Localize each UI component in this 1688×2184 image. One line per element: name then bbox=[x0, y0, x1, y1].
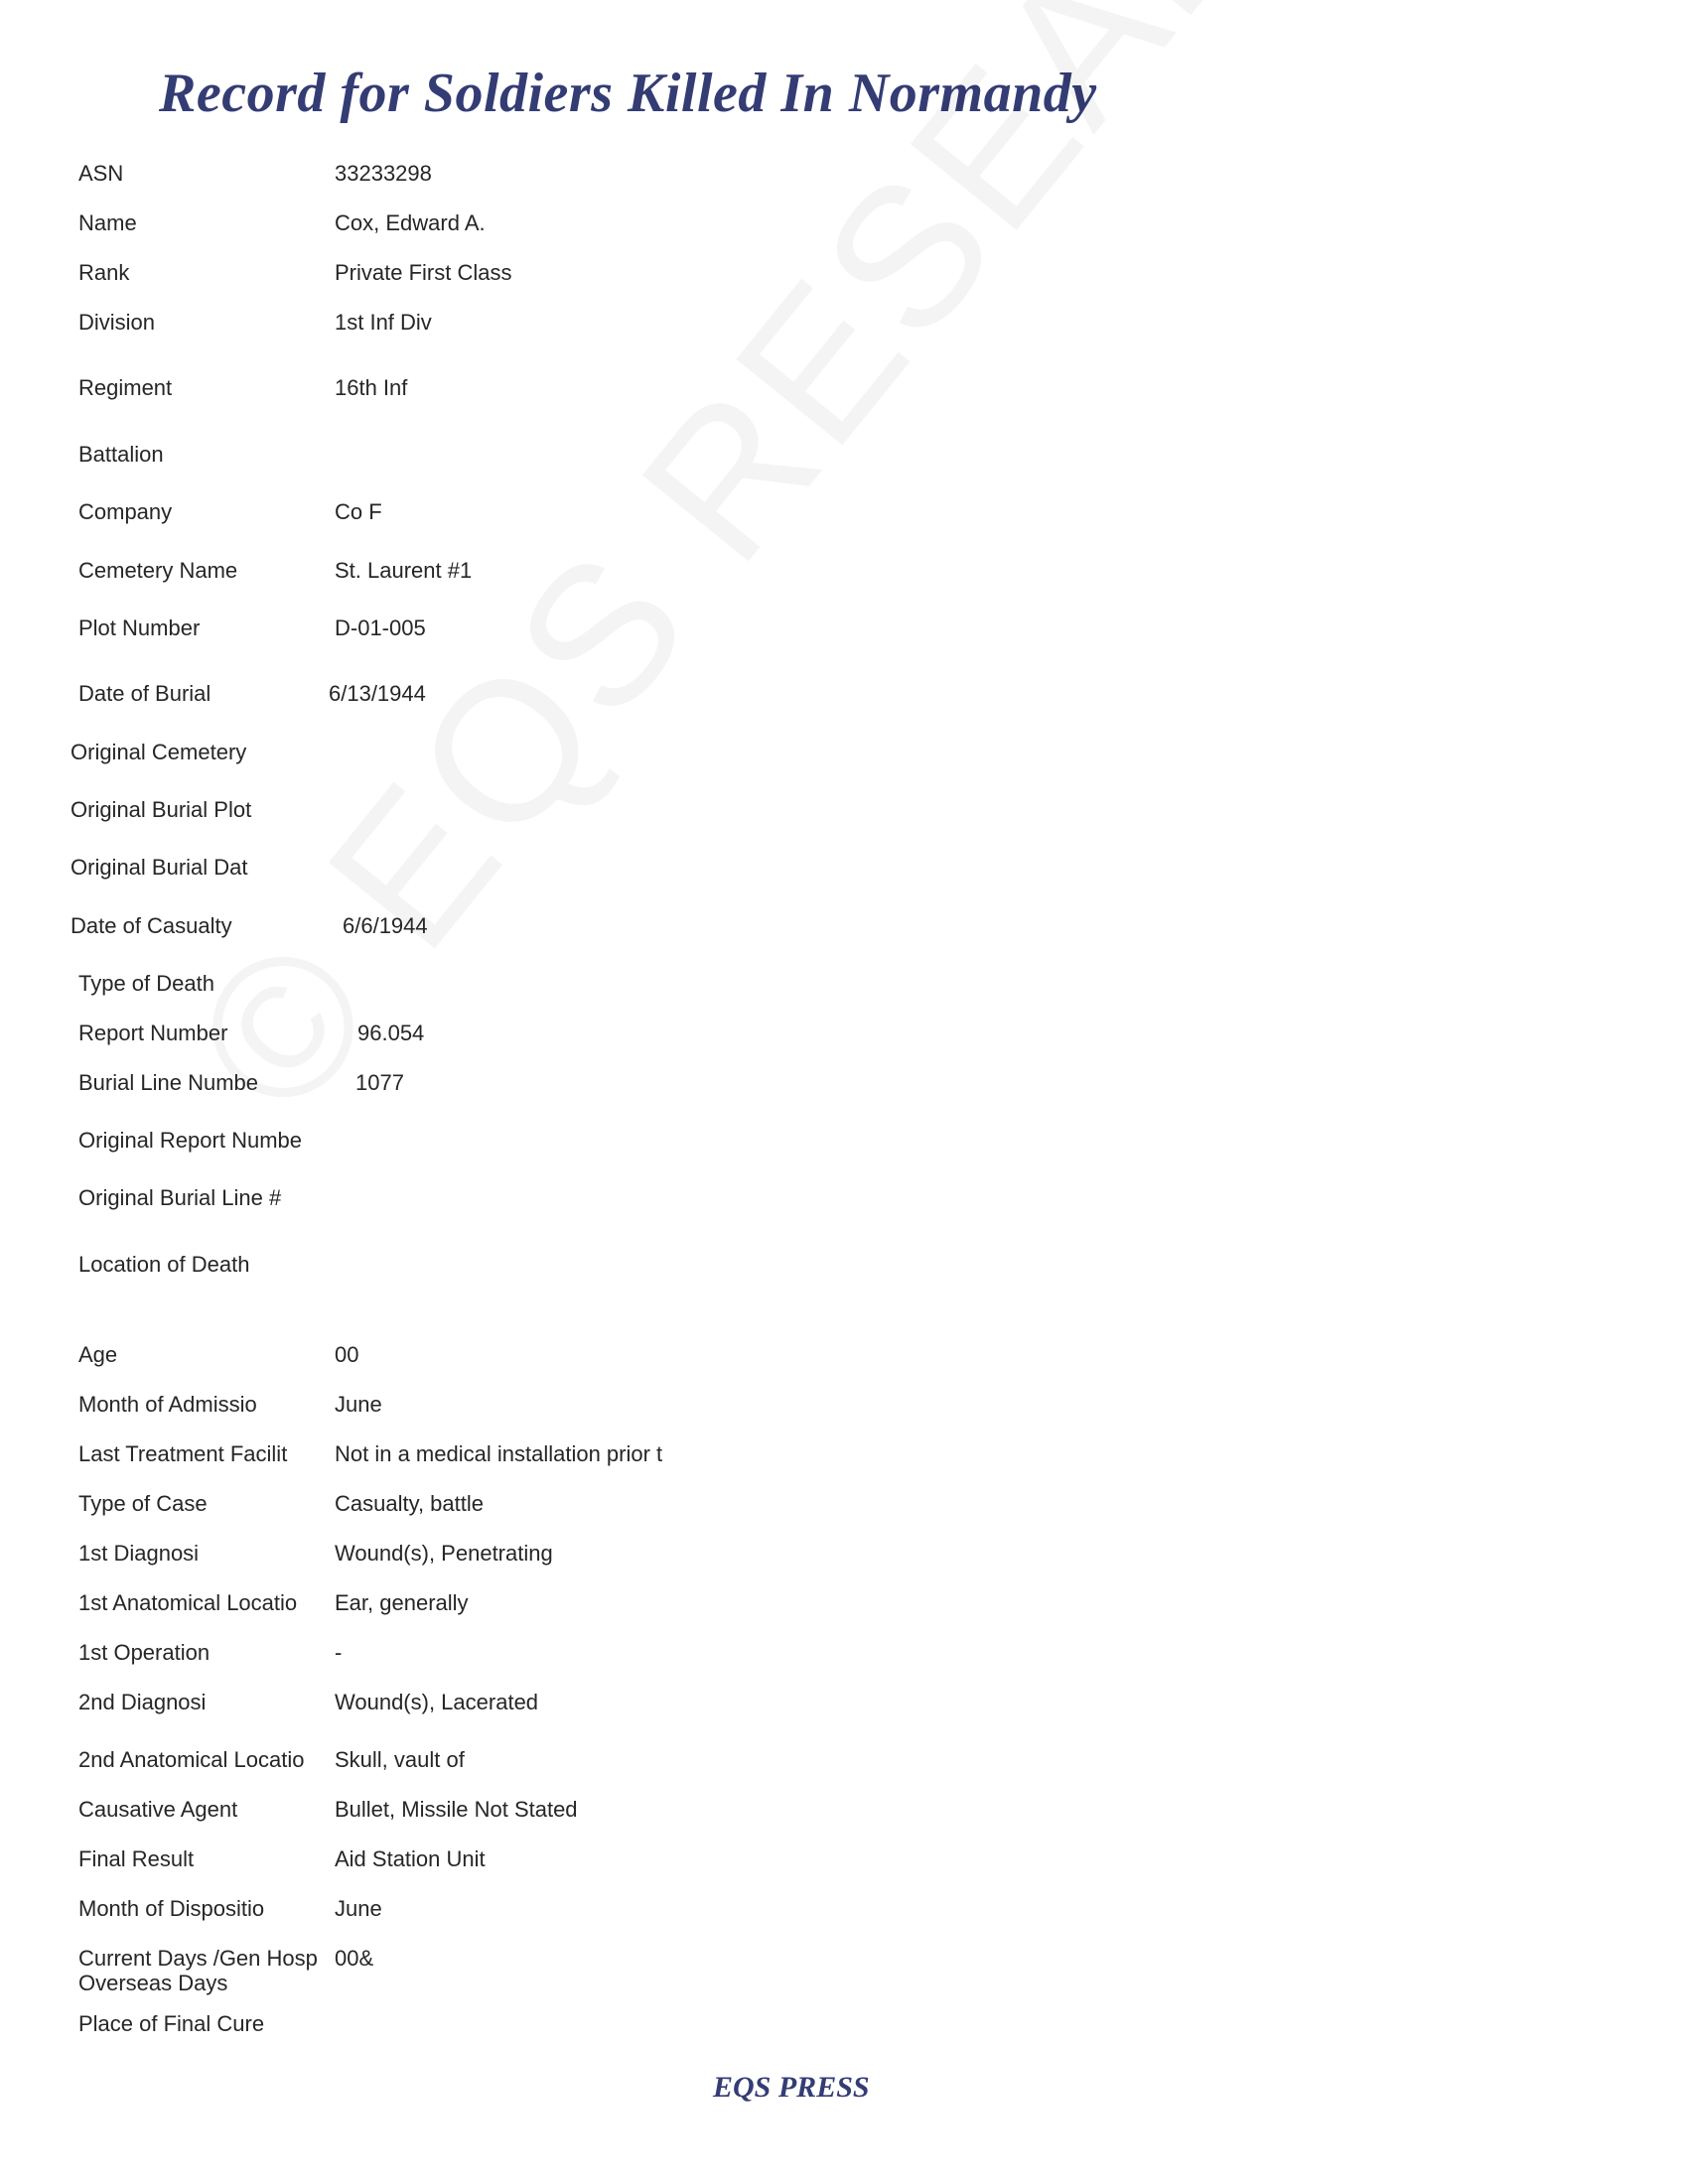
report-number-value: 96.054 bbox=[357, 1021, 425, 1045]
first-anatomical-location-value: Ear, generally bbox=[335, 1590, 469, 1615]
type-of-case-value: Casualty, battle bbox=[335, 1491, 485, 1516]
original-burial-date-label: Original Burial Dat bbox=[70, 855, 248, 880]
age-label: Age bbox=[78, 1342, 118, 1367]
second-diagnosis-value: Wound(s), Lacerated bbox=[335, 1690, 539, 1714]
first-diagnosis-label: 1st Diagnosi bbox=[78, 1541, 200, 1566]
current-days-label: Current Days /Gen Hosp bbox=[78, 1946, 318, 1971]
original-burial-plot-label: Original Burial Plot bbox=[70, 797, 252, 822]
last-treatment-facility-label: Last Treatment Facilit bbox=[78, 1441, 288, 1466]
date-of-burial-value: 6/13/1944 bbox=[329, 681, 426, 706]
original-burial-line-label: Original Burial Line # bbox=[78, 1185, 282, 1210]
watermark bbox=[149, 0, 1327, 1157]
first-diagnosis-value: Wound(s), Penetrating bbox=[335, 1541, 553, 1566]
company-label: Company bbox=[78, 499, 173, 524]
last-treatment-facility-value: Not in a medical installation prior t bbox=[335, 1441, 663, 1466]
type-of-case-label: Type of Case bbox=[78, 1491, 208, 1516]
page-title: Record for Soldiers Killed In Normandy bbox=[159, 63, 1097, 124]
overseas-days-label: Overseas Days bbox=[78, 1971, 228, 1995]
footer-publisher: EQS PRESS bbox=[713, 2071, 870, 2104]
asn-label: ASN bbox=[78, 161, 124, 186]
cemetery-name-value: St. Laurent #1 bbox=[335, 558, 473, 583]
month-of-admission-label: Month of Admissio bbox=[78, 1392, 257, 1417]
date-of-casualty-label: Date of Casualty bbox=[70, 913, 232, 938]
current-days-value: 00& bbox=[335, 1946, 374, 1971]
burial-line-number-label: Burial Line Numbe bbox=[78, 1070, 258, 1095]
final-result-value: Aid Station Unit bbox=[335, 1846, 486, 1871]
cemetery-name-label: Cemetery Name bbox=[78, 558, 238, 583]
date-of-burial-label: Date of Burial bbox=[78, 681, 211, 706]
month-of-admission-value: June bbox=[335, 1392, 382, 1417]
month-of-disposition-value: June bbox=[335, 1896, 382, 1921]
division-value: 1st Inf Div bbox=[335, 310, 432, 335]
regiment-value: 16th Inf bbox=[335, 375, 408, 400]
rank-label: Rank bbox=[78, 260, 130, 285]
name-label: Name bbox=[78, 210, 137, 235]
date-of-casualty-value: 6/6/1944 bbox=[343, 913, 428, 938]
age-value: 00 bbox=[335, 1342, 359, 1367]
place-of-final-cure-label: Place of Final Cure bbox=[78, 2011, 265, 2036]
first-operation-label: 1st Operation bbox=[78, 1640, 211, 1665]
company-value: Co F bbox=[335, 499, 382, 524]
original-report-number-label: Original Report Numbe bbox=[78, 1128, 302, 1153]
first-anatomical-location-label: 1st Anatomical Locatio bbox=[78, 1590, 298, 1615]
causative-agent-label: Causative Agent bbox=[78, 1797, 238, 1822]
final-result-label: Final Result bbox=[78, 1846, 195, 1871]
original-cemetery-label: Original Cemetery bbox=[70, 740, 247, 764]
causative-agent-value: Bullet, Missile Not Stated bbox=[335, 1797, 578, 1822]
regiment-label: Regiment bbox=[78, 375, 173, 400]
location-of-death-label: Location of Death bbox=[78, 1252, 250, 1277]
first-operation-value: - bbox=[335, 1640, 343, 1665]
report-number-label: Report Number bbox=[78, 1021, 228, 1045]
type-of-death-label: Type of Death bbox=[78, 971, 214, 996]
burial-line-number-value: 1077 bbox=[355, 1070, 404, 1095]
month-of-disposition-label: Month of Dispositio bbox=[78, 1896, 265, 1921]
name-value: Cox, Edward A. bbox=[335, 210, 486, 235]
battalion-label: Battalion bbox=[78, 442, 164, 467]
asn-value: 33233298 bbox=[335, 161, 432, 186]
rank-value: Private First Class bbox=[335, 260, 512, 285]
second-anatomical-location-label: 2nd Anatomical Locatio bbox=[78, 1747, 305, 1772]
plot-number-label: Plot Number bbox=[78, 615, 201, 640]
division-label: Division bbox=[78, 310, 156, 335]
second-diagnosis-label: 2nd Diagnosi bbox=[78, 1690, 207, 1714]
plot-number-value: D-01-005 bbox=[335, 615, 426, 640]
second-anatomical-location-value: Skull, vault of bbox=[335, 1747, 465, 1772]
